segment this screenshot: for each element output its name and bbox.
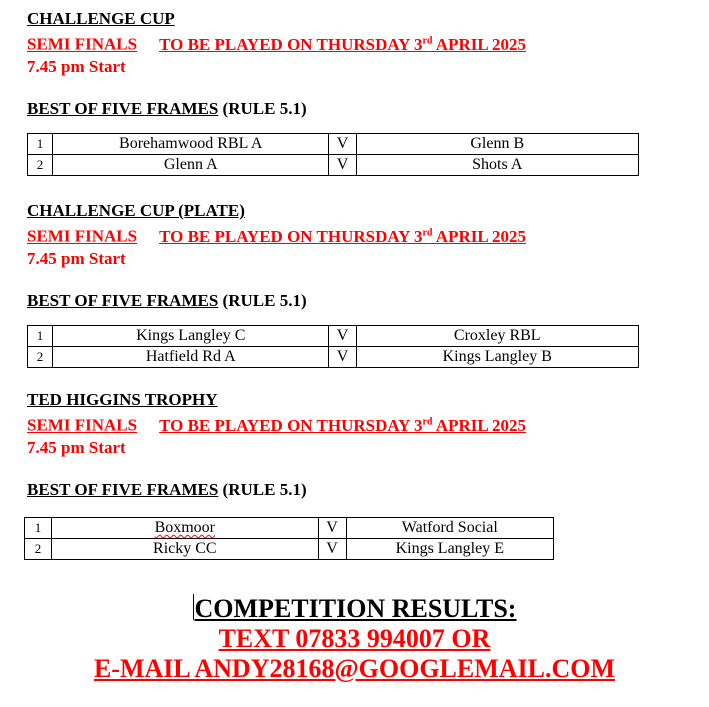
results-block [0, 594, 709, 684]
home-team: Hatfield Rd A [53, 347, 329, 368]
table-row [25, 518, 554, 539]
schedule-line [27, 30, 526, 56]
home-team: Kings Langley C [53, 326, 329, 347]
match-number: 2 [28, 155, 53, 176]
format-label: BEST OF FIVE FRAMES [27, 479, 219, 499]
home-team: Borehamwood RBL A [53, 134, 329, 155]
section-challenge-cup [27, 8, 526, 120]
table-row [28, 347, 639, 368]
schedule-line [27, 222, 526, 248]
match-number: 1 [28, 326, 53, 347]
format-line [27, 479, 526, 501]
home-team [52, 518, 319, 539]
fixtures-table [27, 325, 639, 368]
start-time: 7.45 pm Start [27, 56, 126, 76]
rule-label: (RULE 5.1) [218, 98, 307, 118]
versus-label: V [329, 155, 356, 176]
away-team: Kings Langley E [346, 539, 553, 560]
rule-label: (RULE 5.1) [218, 290, 307, 310]
section-title: CHALLENGE CUP (PLATE) [27, 201, 245, 220]
fixtures-table [24, 517, 554, 560]
home-team-name: Boxmoor [154, 519, 216, 536]
format-line [27, 290, 526, 312]
date-label: TO BE PLAYED ON THURSDAY 3rd APRIL 2025 [159, 34, 527, 54]
away-team: Kings Langley B [356, 347, 639, 368]
text-cursor [193, 594, 194, 620]
format-line [27, 98, 526, 120]
results-heading: COMPETITION RESULTS: [194, 594, 517, 623]
match-number: 1 [25, 518, 52, 539]
date-label: TO BE PLAYED ON THURSDAY 3rd APRIL 2025 [159, 226, 527, 246]
results-email-line: E-MAIL ANDY28168@GOOGLEMAIL.COM [93, 654, 616, 683]
format-label: BEST OF FIVE FRAMES [27, 98, 219, 118]
match-number: 2 [25, 539, 52, 560]
round-label: SEMI FINALS [27, 415, 138, 435]
versus-label: V [329, 326, 356, 347]
section-title: CHALLENGE CUP [27, 9, 175, 28]
versus-label: V [318, 518, 346, 539]
date-label: TO BE PLAYED ON THURSDAY 3rd APRIL 2025 [159, 415, 527, 435]
round-label: SEMI FINALS [27, 226, 138, 246]
table-row [28, 326, 639, 347]
start-time: 7.45 pm Start [27, 437, 126, 457]
away-team: Watford Social [346, 518, 553, 539]
round-label: SEMI FINALS [27, 34, 138, 54]
match-number: 2 [28, 347, 53, 368]
table-row [25, 539, 554, 560]
table-row [28, 155, 639, 176]
away-team: Shots A [356, 155, 639, 176]
start-time: 7.45 pm Start [27, 248, 126, 268]
section-title: TED HIGGINS TROPHY [27, 390, 218, 409]
versus-label: V [329, 134, 356, 155]
results-heading-line [0, 594, 709, 624]
section-ted-higgins-trophy [27, 389, 526, 501]
section-challenge-cup-plate [27, 200, 526, 312]
versus-label: V [318, 539, 346, 560]
format-label: BEST OF FIVE FRAMES [27, 290, 219, 310]
home-team: Ricky CC [52, 539, 319, 560]
results-text-line: TEXT 07833 994007 OR [218, 624, 491, 653]
versus-label: V [329, 347, 356, 368]
schedule-line [27, 411, 526, 437]
away-team: Glenn B [356, 134, 639, 155]
away-team: Croxley RBL [356, 326, 639, 347]
match-number: 1 [28, 134, 53, 155]
home-team: Glenn A [53, 155, 329, 176]
table-row [28, 134, 639, 155]
fixtures-table [27, 133, 639, 176]
rule-label: (RULE 5.1) [218, 479, 307, 499]
